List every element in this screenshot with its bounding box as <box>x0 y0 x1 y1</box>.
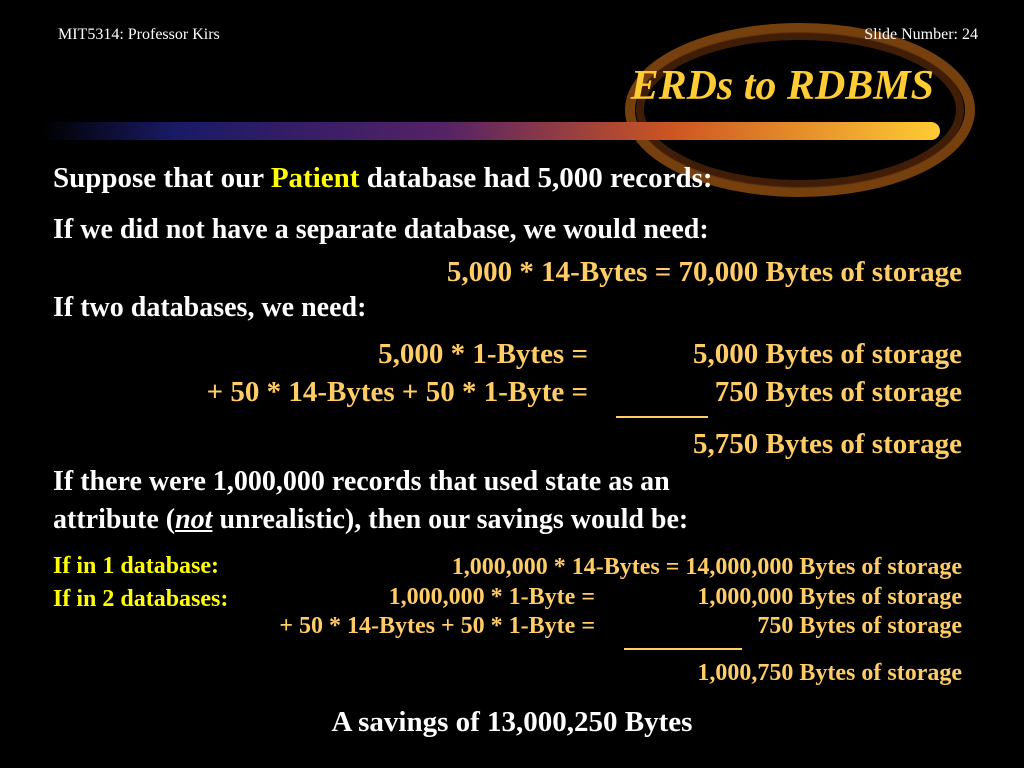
not-emphasis: not <box>175 504 213 535</box>
no-separate-db-line: If we did not have a separate database, we would need: <box>53 214 709 245</box>
intro-line <box>53 162 713 195</box>
calc-two-db-left-2: + 50 * 14-Bytes + 50 * 1-Byte = <box>206 376 588 408</box>
two-db-line: If two databases, we need: <box>53 292 367 323</box>
attr-text-c: unrealistic), then our savings would be: <box>212 504 689 535</box>
slide-number: Slide Number: 24 <box>864 26 978 43</box>
two-db-calc-right-2: 750 Bytes of storage <box>757 613 962 639</box>
calc-two-db-right-2: 750 Bytes of storage <box>714 376 962 408</box>
attr-text-a: attribute ( <box>53 504 176 535</box>
total-two-db-million: 1,000,750 Bytes of storage <box>697 660 962 686</box>
intro-text-c: database had 5,000 records: <box>359 162 713 194</box>
intro-text-a: Suppose that our <box>53 162 271 194</box>
sum-underline-1 <box>616 416 708 418</box>
two-db-calc-left-1: 1,000,000 * 1-Byte = <box>388 584 595 610</box>
sum-underline-2 <box>624 648 742 650</box>
slide-title: ERDs to RDBMS <box>630 63 934 109</box>
one-db-calc: 1,000,000 * 14-Bytes = 14,000,000 Bytes of storage <box>451 554 962 580</box>
two-db-calc-right-1: 1,000,000 Bytes of storage <box>697 584 962 610</box>
patient-term: Patient <box>270 162 360 194</box>
course-label: MIT5314: Professor Kirs <box>58 26 220 43</box>
two-db-calc-left-2: + 50 * 14-Bytes + 50 * 1-Byte = <box>279 613 595 639</box>
million-records-line: If there were 1,000,000 records that used state as an <box>53 466 670 497</box>
calc-two-db-right-1: 5,000 Bytes of storage <box>692 338 962 370</box>
one-db-label: If in 1 database: <box>53 553 220 579</box>
calc-single-db: 5,000 * 14-Bytes = 70,000 Bytes of storage <box>446 256 962 288</box>
total-two-db: 5,750 Bytes of storage <box>692 428 962 460</box>
calc-two-db-left-1: 5,000 * 1-Bytes = <box>378 338 588 370</box>
savings-intro-line <box>53 504 688 536</box>
two-db-label: If in 2 databases: <box>53 586 229 612</box>
savings-summary: A savings of 13,000,250 Bytes <box>331 706 693 738</box>
